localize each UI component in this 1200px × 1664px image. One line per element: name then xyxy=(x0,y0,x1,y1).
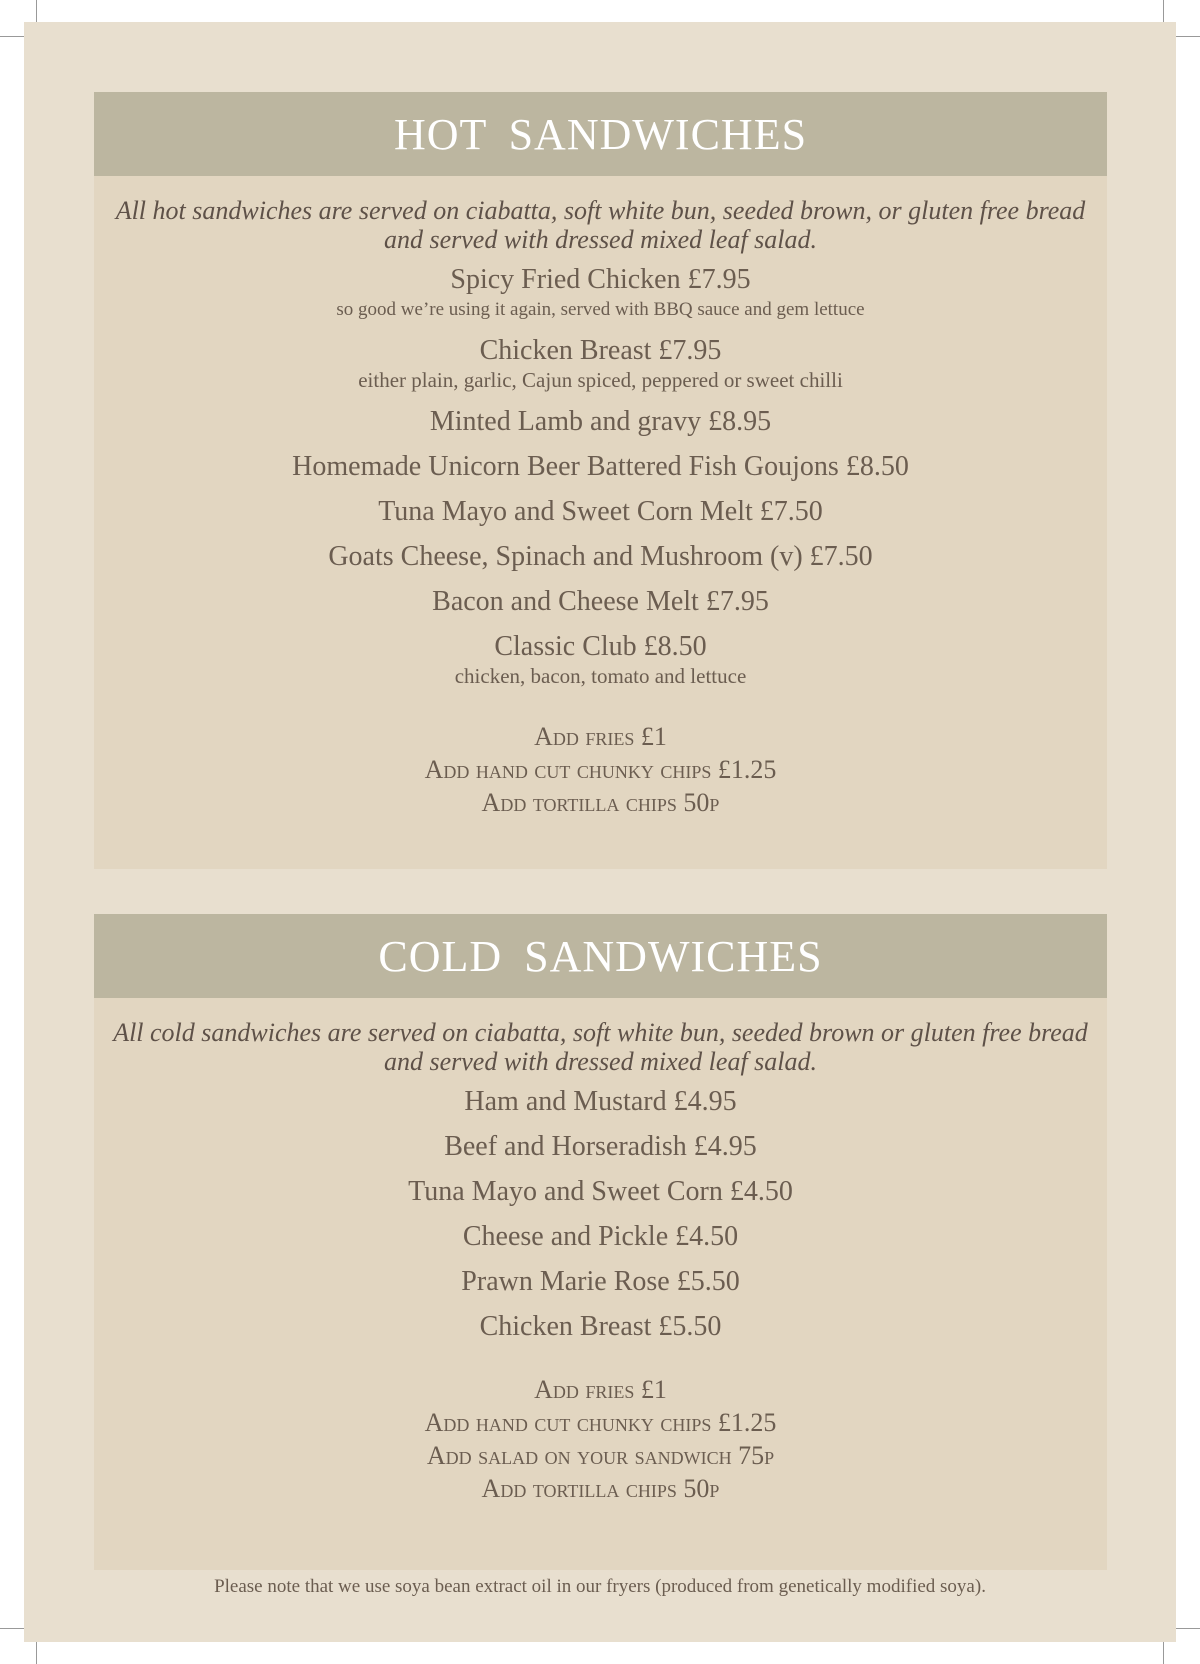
menu-item xyxy=(94,1311,1107,1343)
crop-mark xyxy=(0,1628,24,1629)
menu-item-name: Chicken Breast £5.50 xyxy=(479,1311,722,1342)
crop-mark xyxy=(36,0,37,22)
menu-item-description: chicken, bacon, tomato and lettuce xyxy=(454,664,747,688)
menu-item-description: either plain, garlic, Cajun spiced, peppered or sweet chilli xyxy=(358,368,843,392)
menu-item-name: Beef and Horseradish £4.95 xyxy=(444,1131,757,1162)
crop-mark xyxy=(1163,1642,1164,1664)
extra-option: Add fries £1 xyxy=(534,1375,667,1404)
extra-option: Add tortilla chips 50p xyxy=(481,788,720,817)
menu-item-name: Goats Cheese, Spinach and Mushroom (v) £7.50 xyxy=(328,541,873,572)
hot-sandwiches-list xyxy=(94,264,1107,690)
menu-item xyxy=(94,264,1107,323)
gm-soya-footnote: Please note that we use soya bean extract oil in our fryers (produced from genetically modified soya). xyxy=(214,1576,986,1597)
crop-mark xyxy=(1176,1628,1200,1629)
menu-item xyxy=(94,451,1107,483)
menu-item-description: so good we’re using it again, served with BBQ sauce and gem lettuce xyxy=(336,299,865,320)
menu-page xyxy=(24,22,1176,1642)
extra-option: Add tortilla chips 50p xyxy=(481,1474,720,1503)
extra-option: Add hand cut chunky chips £1.25 xyxy=(424,1408,777,1437)
menu-item xyxy=(94,1266,1107,1298)
menu-item-name: Ham and Mustard £4.95 xyxy=(464,1086,737,1117)
hot-sandwiches-section xyxy=(94,92,1107,869)
crop-mark xyxy=(1176,36,1200,37)
menu-item-name: Cheese and Pickle £4.50 xyxy=(462,1221,739,1252)
menu-item-name: Classic Club £8.50 xyxy=(494,631,707,662)
cold-sandwiches-title: COLD SANDWICHES xyxy=(378,931,823,981)
cold-sandwiches-banner xyxy=(94,914,1107,998)
menu-item xyxy=(94,631,1107,690)
menu-item xyxy=(94,496,1107,528)
crop-mark xyxy=(0,36,24,37)
menu-item-name: Spicy Fried Chicken £7.95 xyxy=(450,264,751,295)
menu-item-name: Tuna Mayo and Sweet Corn Melt £7.50 xyxy=(378,496,823,527)
extra-option: Add fries £1 xyxy=(534,722,667,751)
hot-sandwiches-banner xyxy=(94,92,1107,176)
menu-item-name: Tuna Mayo and Sweet Corn £4.50 xyxy=(408,1176,793,1207)
menu-item-name: Minted Lamb and gravy £8.95 xyxy=(429,406,772,437)
menu-item-name: Homemade Unicorn Beer Battered Fish Goujons £8.50 xyxy=(292,451,909,482)
menu-item xyxy=(94,1086,1107,1118)
menu-item-name: Chicken Breast £7.95 xyxy=(479,335,722,366)
menu-item-name: Bacon and Cheese Melt £7.95 xyxy=(432,586,769,617)
menu-item-name: Prawn Marie Rose £5.50 xyxy=(461,1266,740,1297)
menu-item xyxy=(94,1131,1107,1163)
cold-sandwiches-intro: All cold sandwiches are served on ciabatta, soft white bun, seeded brown or gluten free bread and served with dressed mixed leaf salad. xyxy=(113,1018,1088,1076)
cold-sandwiches-section xyxy=(94,914,1107,1570)
hot-sandwiches-intro: All hot sandwiches are served on ciabatta, soft white bun, seeded brown, or gluten free bread and served with dressed mixed leaf salad. xyxy=(115,196,1086,254)
crop-mark xyxy=(1163,0,1164,22)
crop-mark xyxy=(36,1642,37,1664)
menu-item xyxy=(94,1176,1107,1208)
hot-sandwiches-title: HOT SANDWICHES xyxy=(393,109,808,159)
menu-item xyxy=(94,586,1107,618)
menu-item xyxy=(94,335,1107,394)
cold-sandwiches-extras xyxy=(94,1373,1107,1505)
menu-item xyxy=(94,541,1107,573)
extra-option: Add salad on your sandwich 75p xyxy=(426,1441,775,1470)
menu-item xyxy=(94,406,1107,438)
cold-sandwiches-list xyxy=(94,1086,1107,1343)
extra-option: Add hand cut chunky chips £1.25 xyxy=(424,755,777,784)
hot-sandwiches-extras xyxy=(94,720,1107,819)
menu-item xyxy=(94,1221,1107,1253)
